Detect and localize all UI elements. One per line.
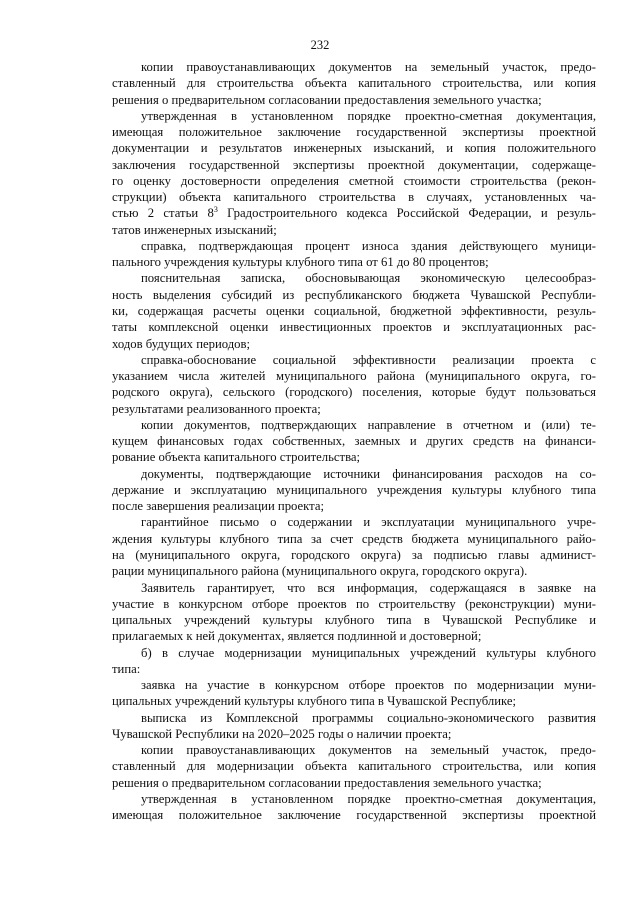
text-line (112, 238, 596, 254)
text-line (112, 189, 596, 205)
text-line (112, 580, 596, 596)
text-line-content: имеющая положительное заключение государственной экспертизы проектной (112, 808, 596, 823)
text-line-content: Градостроительного кодекса Российской Федерации, и резуль- (217, 206, 596, 221)
text-line-content: справка-обоснование социальной эффективности реализации проекта с (141, 352, 596, 367)
text-line-content: участие в конкурсном отборе проектов по строительству (реконструкции) муни- (112, 596, 596, 611)
text-line-content: Заявитель гарантирует, что вся информация, содержащаяся в заявке на (141, 580, 596, 595)
text-line (112, 693, 596, 709)
text-line-content: гарантийное письмо о содержании и эксплуатации муниципального учре- (141, 515, 596, 530)
text-line-content: струкции) объекта капитального строительства в случаях, установленных ча- (112, 190, 596, 205)
text-line (112, 563, 596, 579)
text-line (112, 336, 596, 352)
text-line-content: кущем финансовых годах собственных, заемных и других средств на финанси- (112, 434, 596, 449)
text-line-content: указанием числа жителей муниципального района (муниципального округа, го- (112, 369, 596, 384)
text-line-content: Чувашской Республики на 2020–2025 годы о наличии проекта; (112, 726, 452, 741)
text-line-content: документации и результатов инженерных изысканий, и копия положительного (112, 141, 596, 156)
text-line (112, 108, 596, 124)
text-line (112, 270, 596, 286)
text-line-content: документы, подтверждающие источники финансирования расходов на со- (141, 466, 596, 481)
text-line (112, 303, 596, 319)
text-line (112, 645, 596, 661)
text-line (112, 287, 596, 303)
text-line-content: имеющая положительное заключение государственной экспертизы проектной (112, 125, 596, 140)
text-line-content: ходов будущих периодов; (112, 336, 251, 351)
text-line (112, 368, 596, 384)
text-line (112, 758, 596, 774)
text-line-content: выписка из Комплексной программы социально-экономического развития (141, 710, 596, 725)
text-line (112, 531, 596, 547)
text-line (112, 482, 596, 498)
text-line-content: ставленный для модернизации объекта капитального строительства, или копия (112, 759, 596, 774)
text-line (112, 433, 596, 449)
text-line-content: держание и эксплуатацию муниципального учреждения культуры клубного типа (112, 482, 596, 497)
text-line-content: справка, подтверждающая процент износа здания действующего муници- (141, 238, 596, 253)
text-line (112, 75, 596, 91)
text-line-content: копии правоустанавливающих документов на земельный участок, предо- (141, 743, 596, 758)
text-line (112, 807, 596, 823)
text-line (112, 775, 596, 791)
text-line (112, 661, 596, 677)
text-line-content: ципальных учреждений культуры клубного типа в Чувашской Республике; (112, 694, 517, 709)
superscript: 3 (213, 205, 218, 215)
text-line-content: после завершения реализации проекта; (112, 499, 325, 514)
text-line (112, 173, 596, 189)
text-line (112, 547, 596, 563)
text-line (112, 92, 596, 108)
text-line-content: рование объекта капитального строительства; (112, 450, 361, 465)
text-line-content: решения о предварительном согласовании предоставления земельного участка; (112, 92, 542, 107)
text-line-content: заключения государственной экспертизы проектной документации, содержаще- (112, 157, 596, 172)
text-line (112, 157, 596, 173)
text-line (112, 319, 596, 335)
text-line-content: ность выделения субсидий из республиканского бюджета Чувашской Республи- (112, 287, 596, 302)
text-line (112, 140, 596, 156)
text-line (112, 205, 596, 221)
text-line-content: стью 2 статьи 8 (112, 206, 214, 221)
text-line-content: ки, содержащая расчеты оценки социальной, бюджетной эффективности, резуль- (112, 303, 596, 318)
text-line (112, 628, 596, 644)
text-line-content: типа: (112, 661, 141, 676)
text-line (112, 254, 596, 270)
text-line (112, 498, 596, 514)
text-line (112, 401, 596, 417)
text-line (112, 449, 596, 465)
text-line-content: копии документов, подтверждающих направление в отчетном и (или) те- (141, 417, 596, 432)
text-line (112, 384, 596, 400)
text-line-content: результатами реализованного проекта; (112, 401, 321, 416)
text-line (112, 742, 596, 758)
text-line-content: рации муниципального района (муниципального округа, городского округа). (112, 564, 528, 579)
page-number: 232 (310, 38, 330, 52)
body-text (112, 59, 596, 823)
text-line-content: копии правоустанавливающих документов на земельный участок, предо- (141, 60, 596, 74)
text-line-content: ставленный для строительства объекта капитального строительства, или копия (112, 76, 596, 91)
text-line-content: утвержденная в установленном порядке проектно-сметная документация, (141, 791, 596, 806)
text-line (112, 59, 596, 75)
text-line-content: таты комплексной оценки инвестиционных проектов и эксплуатационных рас- (112, 320, 596, 335)
text-line-content: решения о предварительном согласовании предоставления земельного участка; (112, 775, 542, 790)
text-line-content: ципальных учреждений культуры клубного типа в Чувашской Республике и (112, 613, 596, 628)
text-line-content: б) в случае модернизации муниципальных учреждений культуры клубного (141, 645, 596, 660)
text-line-content: пального учреждения культуры клубного типа от 61 до 80 процентов; (112, 255, 489, 270)
text-line-content: на (муниципального округа, городского округа) за подписью главы админист- (112, 547, 596, 562)
text-line-content: ждения культуры клубного типа за счет средств бюджета муниципального райо- (112, 531, 596, 546)
text-line-content: го оценку достоверности определения сметной стоимости строительства (рекон- (112, 173, 596, 188)
text-line-content: прилагаемых к ней документах, является подлинной и достоверной; (112, 629, 482, 644)
text-line-content: пояснительная записка, обосновывающая экономическую целесообраз- (141, 271, 596, 286)
text-line (112, 710, 596, 726)
text-line (112, 514, 596, 530)
text-line (112, 726, 596, 742)
text-line (112, 596, 596, 612)
text-line-content: заявка на участие в конкурсном отборе проектов по модернизации муни- (141, 678, 596, 693)
text-line (112, 466, 596, 482)
text-line (112, 222, 596, 238)
text-line-content: татов инженерных изысканий; (112, 222, 277, 237)
text-line (112, 417, 596, 433)
text-line-content: родского округа), сельского (городского) поселения, которые будут пользоваться (112, 385, 596, 400)
text-line-content: утвержденная в установленном порядке проектно-сметная документация, (141, 108, 596, 123)
text-line (112, 124, 596, 140)
text-line (112, 612, 596, 628)
text-line (112, 791, 596, 807)
text-line (112, 677, 596, 693)
text-line (112, 352, 596, 368)
